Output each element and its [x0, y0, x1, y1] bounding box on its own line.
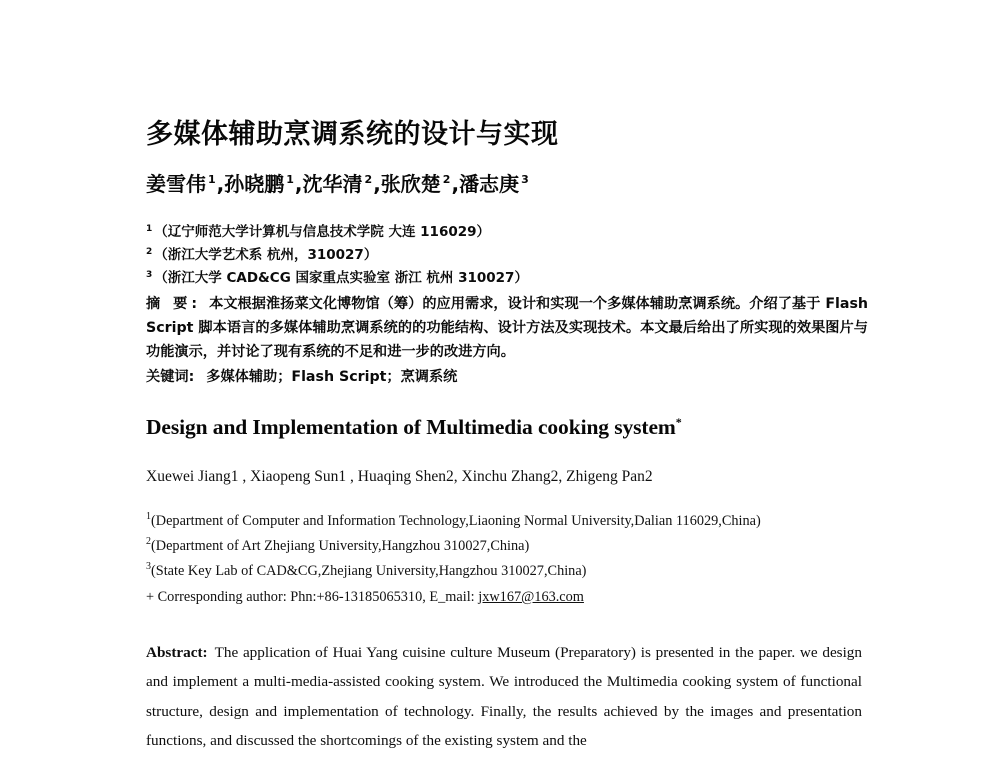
author-separator: ,: [373, 172, 381, 196]
chinese-abstract-text: 本文根据淮扬菜文化博物馆（筹）的应用需求，设计和实现一个多媒体辅助烹调系统。介绍了基于 Flash Script 脚本语言的多媒体辅助烹调系统的的功能结构、设计方法及实现技术。本文最后给出了所实现的效果图片与功能演示，并讨论了现有系统的不足和进一步的改进方向。: [146, 296, 868, 361]
chinese-author-name: 孙晓鹏: [224, 172, 285, 196]
english-title-text: Design and Implementation of Multimedia cooking system: [146, 414, 676, 439]
chinese-author-name: 沈华清: [302, 172, 363, 196]
affiliation-marker: 3: [146, 561, 151, 573]
chinese-author: [303, 172, 381, 196]
english-affiliation: [146, 534, 868, 559]
affiliation-text: （浙江大学 CAD&CG 国家重点实验室 浙江 杭州 310027）: [154, 270, 528, 286]
corresponding-author-email-link[interactable]: jxw167@163.com: [478, 588, 584, 605]
affiliation-text: (Department of Computer and Information Technology,Liaoning Normal University,Dalian 116029,China): [151, 512, 761, 529]
chinese-affiliation: [146, 221, 868, 244]
chinese-affiliation: [146, 244, 868, 267]
corresponding-author-line: [146, 584, 868, 610]
affiliation-marker: 1: [146, 223, 153, 234]
english-title: [146, 389, 868, 440]
chinese-title: 多媒体辅助烹调系统的设计与实现: [146, 119, 559, 150]
chinese-author: [146, 172, 224, 196]
chinese-keywords: [146, 365, 868, 389]
chinese-author-name: 潘志庚: [459, 172, 520, 196]
english-affiliation: [146, 509, 868, 534]
affiliation-text: (State Key Lab of CAD&CG,Zhejiang University,Hangzhou 310027,China): [151, 562, 587, 579]
chinese-author-name: 姜雪伟: [146, 172, 206, 196]
chinese-author-name: 张欣楚: [380, 172, 441, 196]
affiliation-text: (Department of Art Zhejiang University,Hangzhou 310027,China): [151, 537, 530, 554]
chinese-author: [459, 172, 530, 196]
author-separator: ,: [294, 172, 303, 196]
chinese-keywords-label: 关键词:: [146, 368, 195, 385]
chinese-abstract-label: 摘 要:: [146, 296, 202, 312]
author-separator: ,: [451, 172, 460, 196]
affiliation-text: （辽宁师范大学计算机与信息技术学院 大连 116029）: [154, 224, 491, 240]
affiliation-marker: 2: [146, 536, 151, 548]
chinese-author-affil-marker: 1: [208, 173, 216, 187]
english-abstract-label: Abstract:: [146, 643, 208, 661]
chinese-author-affil-marker: 1: [286, 173, 294, 187]
chinese-keywords-text: 多媒体辅助；Flash Script；烹调系统: [206, 368, 458, 385]
affiliation-marker: 1: [146, 511, 151, 523]
corresponding-author-prefix: + Corresponding author: Phn:+86-13185065310, E_mail:: [146, 588, 479, 605]
title-footnote-marker: *: [675, 414, 682, 429]
author-separator: ,: [216, 172, 225, 196]
document-content-column: [146, 0, 868, 756]
affiliation-text: （浙江大学艺术系 杭州，310027）: [154, 247, 378, 263]
chinese-affiliation: [146, 267, 868, 290]
english-abstract-text: The application of Huai Yang cuisine culture Museum (Preparatory) is presented in the paper. we design and implement a multi-media-assisted cooking system. We introduced the Multimedia cooking system of functional structure, design and implementation of technology. Finally, the results achieved by the images and presentation functions, and discussed the shortcomings of the existing system and the: [146, 643, 862, 750]
chinese-author: [381, 172, 459, 196]
affiliation-marker: 2: [146, 246, 153, 257]
english-affiliation-list: [146, 487, 868, 610]
affiliation-marker: 3: [146, 269, 153, 280]
english-abstract-paragraph: [146, 638, 862, 756]
chinese-author-affil-marker: 2: [364, 173, 373, 187]
english-abstract: [146, 610, 862, 756]
chinese-abstract: [146, 290, 868, 365]
english-affiliation: [146, 559, 868, 584]
english-author-list: Xuewei Jiang1 , Xiaopeng Sun1 , Huaqing Shen2, Xinchu Zhang2, Zhigeng Pan2: [146, 467, 653, 485]
chinese-author-list: [146, 152, 868, 197]
chinese-affiliation-list: [146, 197, 868, 290]
chinese-author-affil-marker: 2: [442, 173, 451, 187]
chinese-author: [224, 172, 302, 196]
chinese-author-affil-marker: 3: [521, 173, 529, 187]
